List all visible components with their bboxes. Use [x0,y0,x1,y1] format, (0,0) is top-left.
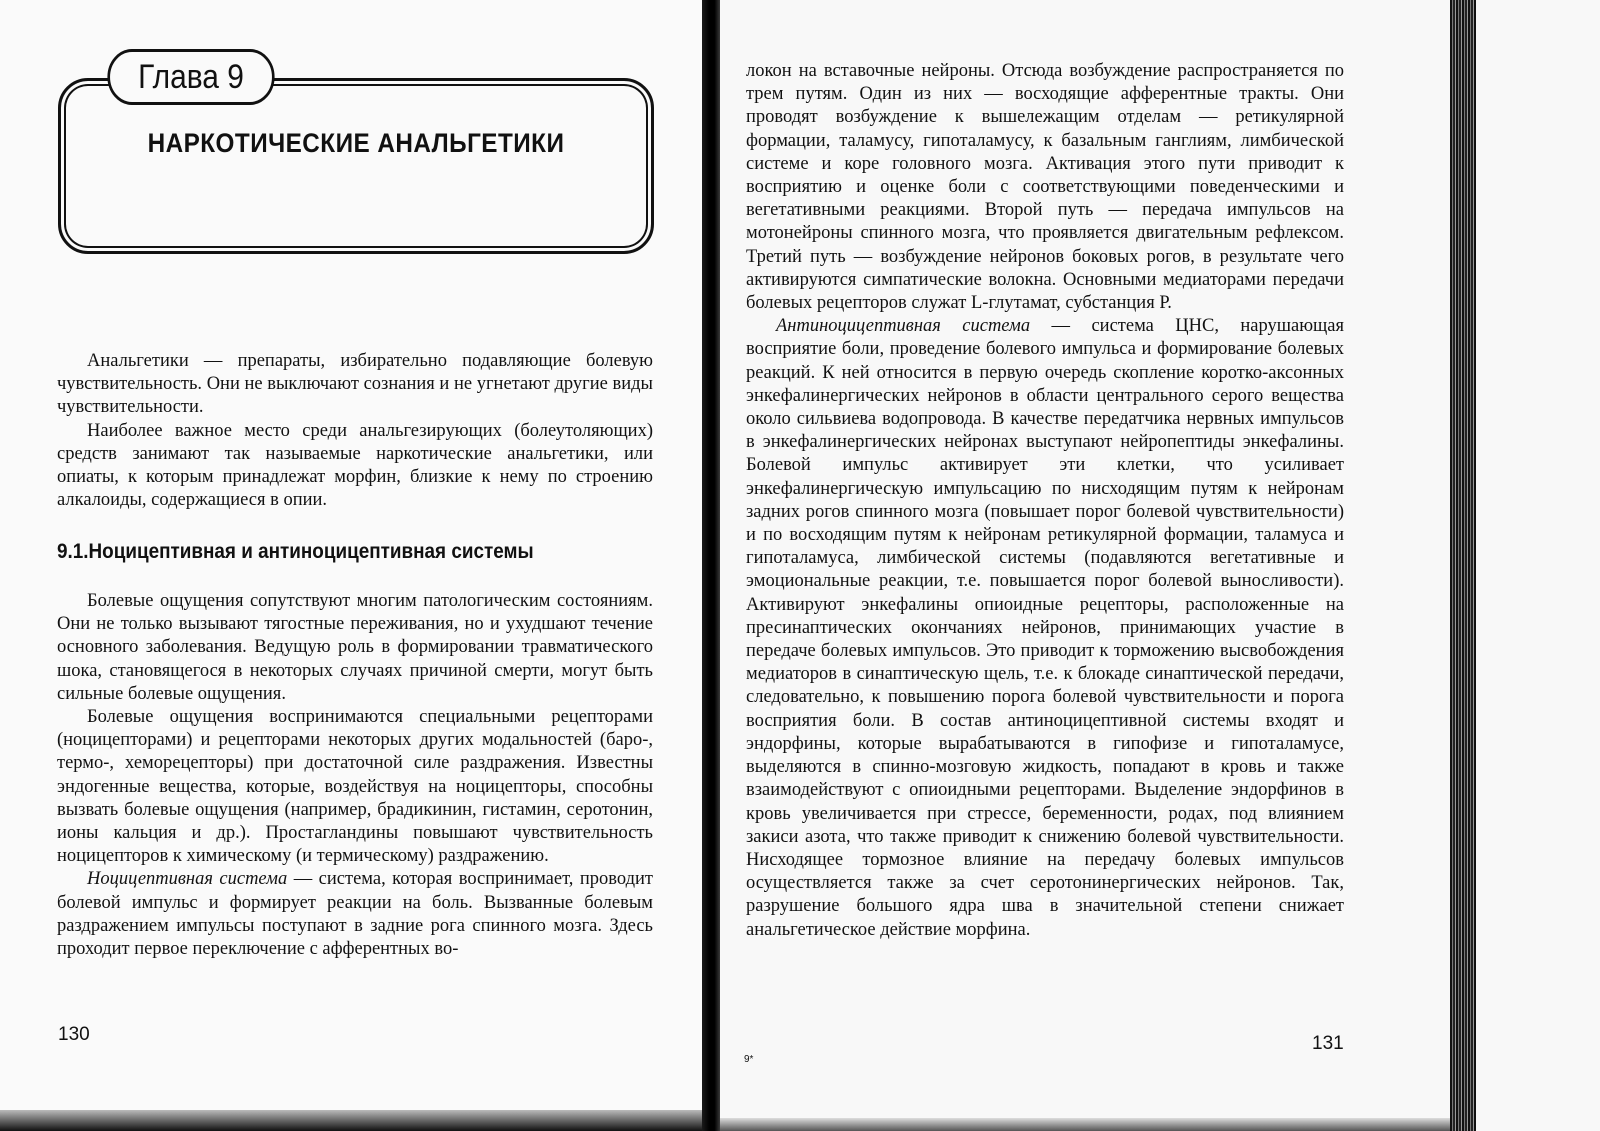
paragraph-text: — система ЦНС, нарушающая восприятие боли, проведение болевого импульса и формирование болевых реакций. К ней относится в первую очередь скопление коротко-аксонных энкефалинергических нейронов в области центрального серого вещества около сильвиева водопровода. В качестве передатчика нервных импульсов в энкефалинергических нейронах выступают нейропептиды энкефалины. Болевой импульс активирует эти клетки, что усиливает энкефалинергическую импульсацию по нисходящим путям к нейронам задних рогов спинного мозга (повышает порог болевой чувствительности) и по восходящим путям к нейронам ретикулярной формации, таламуса и гипоталамуса, лимбической системы (подавляются вегетативные и эмоциональные реакции, т.е. повышается порог болевой выносливости). Активируют энкефалины опиоидные рецепторы, расположенные на пресинаптических окончаниях нейронов, принимающих участие в передаче болевых импульсов. Это приводит к торможению высвобождения медиаторов в синаптическую щель, т.е. к блокаде синаптической передачи, следовательно, к повышению порога болевой чувствительности и порога восприятия боли. В состав антиноцицептивной системы входят и эндорфины, которые вырабатываются в гипофизе и гипоталамусе, выделяются в спинно-мозговую жидкость, попадают в кровь и также взаимодействуют с опиоидными рецепторами. Выделение эндорфинов в кровь увеличивается при стрессе, беременности, родах, под влиянием закиси азота, что также приводит к снижению болевой чувствительности. Нисходящее тормозное влияние на передачу болевых импульсов осуществляется также за счет серотонинергических нейронов. Так, разрушение большого ядра шва в значительной степени снижает анальгетическое действие морфина. [746,316,1344,940]
left-page [0,0,702,1131]
page-edge-shadow [720,1118,1450,1131]
page-number-left: 130 [58,1024,90,1045]
chapter-label: Глава 9 [107,49,274,105]
chapter-title: НАРКОТИЧЕСКИЕ АНАЛЬГЕТИКИ [147,128,565,158]
section-heading: 9.1.Ноцицептивная и антиноцицептивная системы [57,540,534,563]
intro-paragraph: Наиболее важное место среди анальгезирующих (болеутоляющих) средств занимают так называемые наркотические анальгетики, или опиаты, к которым принадлежат морфин, близкие к нему по строению алкалоиды, содержащиеся в опии. [57,420,653,511]
page-number-right: 131 [1312,1033,1344,1054]
book-gutter [702,0,720,1131]
page-edge-shadow [0,1110,702,1131]
term-nociceptive: Ноцицептивная система [87,869,288,890]
body-paragraph: Болевые ощущения сопутствуют многим патологическим состояниям. Они не только вызывают тягостные переживания, но и ухудшают течение основного заболевания. Ведущую роль в формировании травматического шока, становящегося в некоторых случаях причиной смерти, могут быть сильные болевые ощущения. [57,591,653,704]
body-paragraph: локон на вставочные нейроны. Отсюда возбуждение распространяется по трем путям. Один из них — восходящие афферентные тракты. Они проводят возбуждение к вышележащим отделам — ретикулярной формации, таламусу, гипоталамусу, к базальным ганглиям, лимбической системе и коре головного мозга. Активация этого пути приводит к восприятию и оценке боли с соответствующими поведенческими и вегетативными реакциями. Второй путь — передача импульсов на мотонейроны спинного мозга, что проявляется двигательным рефлексом. Третий путь — возбуждение нейронов боковых рогов, в результате чего активируются симпатические волокна. Основными медиаторами передачи болевых рецепторов служат L-глутамат, субстанция Р. [746,61,1344,314]
intro-paragraph: Анальгетики — препараты, избирательно подавляющие болевую чувствительность. Они не выключают сознания и не угнетают другие виды чувствительности. [57,351,653,418]
body-paragraph: Болевые ощущения воспринимаются специальными рецепторами (ноцицепторами) и рецепторами некоторых других модальностей (баро-, термо-, хеморецепторы) при достаточной силе раздражения. Известны эндогенные вещества, которые, воздействуя на ноцицепторы, способны вызвать болевые ощущения (например, брадикинин, гистамин, серотонин, ионы кальция и др.). Простагландины повышают чувствительность ноцицепторов к химическому (и термическому) раздражению. [57,707,653,867]
intro-text [57,350,653,512]
left-body-text [57,590,653,961]
page-stack-edge [1450,0,1476,1131]
body-paragraph [57,868,653,961]
right-body-text [746,60,1344,942]
paragraph-text: — система, которая воспринимает, проводит болевой импульс и формирует реакции на боль. Вызванные болевым раздражением импульсы поступают в задние рога спинного мозга. Здесь проходит первое переключение с афферентных во- [57,869,653,960]
body-paragraph [746,315,1344,941]
signature-mark: 9* [744,1054,754,1065]
term-antinociceptive: Антиноцицептивная система [776,316,1031,337]
